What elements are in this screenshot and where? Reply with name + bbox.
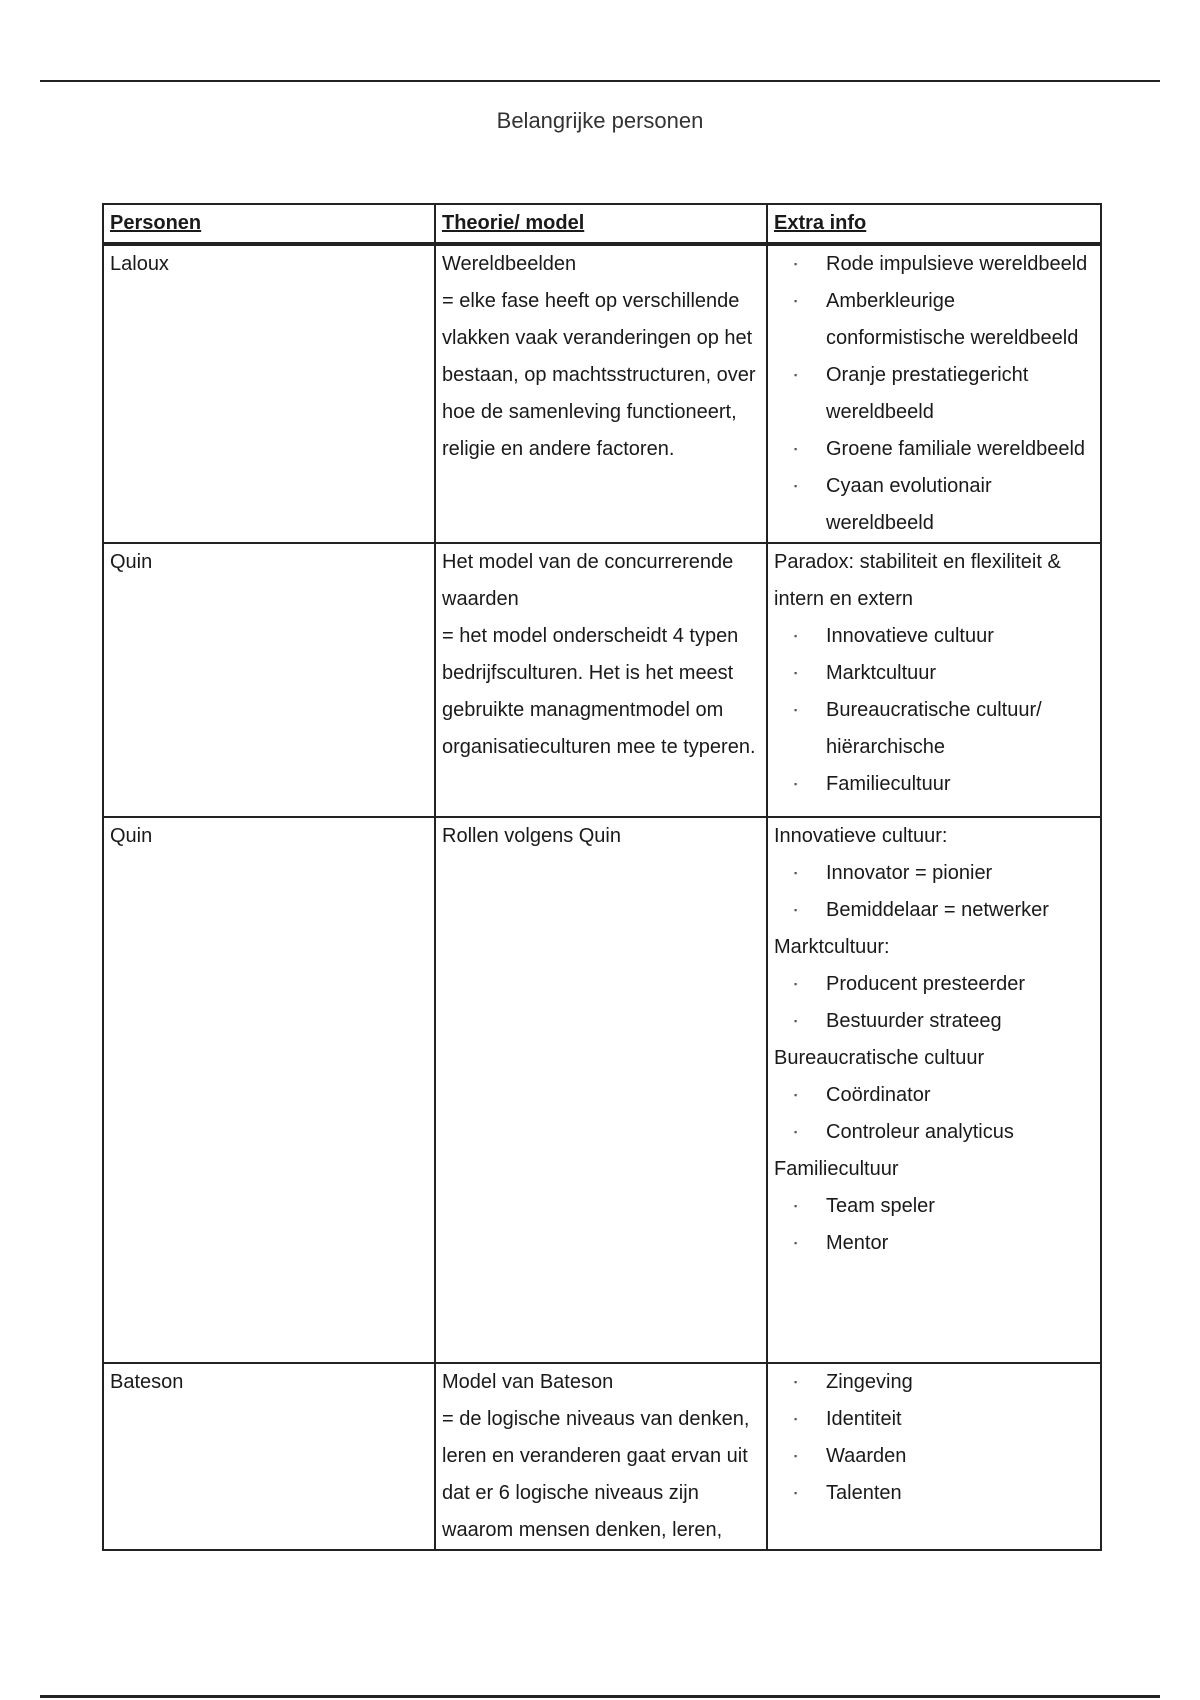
extra-info-cell [767, 1363, 1101, 1550]
list-item: ▪ Controleur analyticus [816, 1114, 1094, 1151]
list-item: ▪ Zingeving [816, 1364, 1094, 1401]
person-cell: Laloux [103, 244, 435, 543]
table-header-row [103, 204, 1101, 244]
group-list [774, 855, 1094, 929]
list-item: ▪ Innovatieve cultuur [816, 618, 1094, 655]
person-cell: Bateson [103, 1363, 435, 1550]
page-title: Belangrijke personen [496, 108, 704, 133]
extra-info-cell [767, 817, 1101, 1363]
theory-cell [435, 817, 767, 1363]
header-personen: Personen [103, 204, 435, 244]
table-row [103, 543, 1101, 817]
table-row [103, 1363, 1101, 1550]
list-item: ▪ Talenten [816, 1475, 1094, 1512]
list-item: ▪ Identiteit [816, 1401, 1094, 1438]
extra-info-intro: Paradox: stabiliteit en flexiliteit & intern en extern [774, 551, 1061, 610]
list-item: ▪ Team speler [816, 1188, 1094, 1225]
list-item: ▪ Bestuurder strateeg [816, 1003, 1094, 1040]
theory-description: = elke fase heeft op verschillende vlakken vaak veranderingen op het bestaan, op machtsstructuren, over hoe de samenleving functioneert, religie en andere factoren. [442, 290, 756, 460]
theory-cell [435, 244, 767, 543]
group-heading: Innovatieve cultuur: [774, 825, 948, 847]
group-list [774, 1077, 1094, 1151]
extra-info-list [774, 246, 1094, 542]
theory-cell [435, 1363, 767, 1550]
extra-info-list [774, 1364, 1094, 1512]
list-item: ▪ Bemiddelaar = netwerker [816, 892, 1094, 929]
list-item: ▪ Waarden [816, 1438, 1094, 1475]
header-theorie-model: Theorie/ model [435, 204, 767, 244]
theory-cell [435, 543, 767, 817]
list-item: ▪ Groene familiale wereldbeeld [816, 431, 1094, 468]
header-extra-info: Extra info [767, 204, 1101, 244]
person-cell: Quin [103, 543, 435, 817]
theory-title: Model van Bateson [442, 1371, 614, 1393]
person-cell: Quin [103, 817, 435, 1363]
footer-rule [40, 1695, 1160, 1698]
group-heading: Familiecultuur [774, 1158, 899, 1180]
table-row [103, 817, 1101, 1363]
extra-info-list [774, 618, 1094, 803]
list-item: ▪ Coördinator [816, 1077, 1094, 1114]
extra-info-cell [767, 543, 1101, 817]
theory-title: Het model van de concurrerende waarden [442, 551, 734, 610]
theory-title: Wereldbeelden [442, 253, 577, 275]
header-rule [40, 80, 1160, 82]
group-heading: Marktcultuur: [774, 936, 890, 958]
list-item: ▪ Rode impulsieve wereldbeeld [816, 246, 1094, 283]
list-item: ▪ Marktcultuur [816, 655, 1094, 692]
extra-info-cell [767, 244, 1101, 543]
theory-description: = de logische niveaus van denken, leren en veranderen gaat ervan uit dat er 6 logische niveaus zijn waarom mensen denken, leren, [442, 1408, 750, 1541]
list-item: ▪ Producent presteerder [816, 966, 1094, 1003]
list-item: ▪ Mentor [816, 1225, 1094, 1262]
list-item: ▪ Oranje prestatiegericht wereldbeeld [816, 357, 1094, 431]
list-item: ▪ Innovator = pionier [816, 855, 1094, 892]
table-row [103, 244, 1101, 543]
list-item: ▪ Cyaan evolutionair wereldbeeld [816, 468, 1094, 542]
group-list [774, 1188, 1094, 1262]
persons-table [102, 203, 1102, 1551]
theory-description: = het model onderscheidt 4 typen bedrijfsculturen. Het is het meest gebruikte managmentmodel om organisatieculturen mee te typeren. [442, 625, 756, 758]
group-heading: Bureaucratische cultuur [774, 1047, 985, 1069]
group-list [774, 966, 1094, 1040]
theory-title: Rollen volgens Quin [442, 825, 621, 847]
list-item: ▪ Amberkleurige conformistische wereldbeeld [816, 283, 1094, 357]
list-item: ▪ Bureaucratische cultuur/ hiërarchische [816, 692, 1094, 766]
list-item: ▪ Familiecultuur [816, 766, 1094, 803]
